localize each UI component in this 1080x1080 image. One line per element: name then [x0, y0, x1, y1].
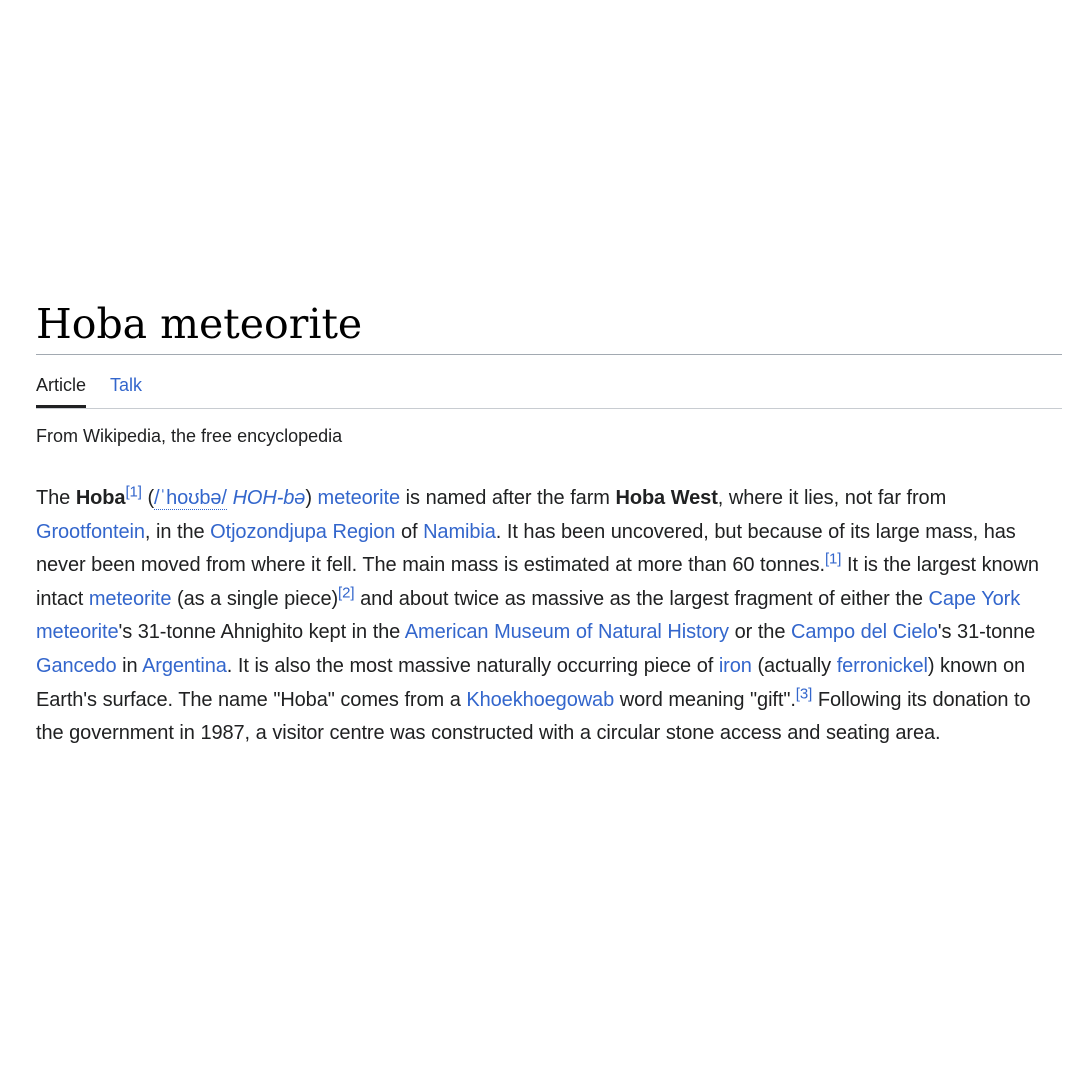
text-run: of	[395, 520, 424, 543]
link-campo-del-cielo[interactable]: Campo del Cielo	[791, 621, 938, 644]
link-ferronickel[interactable]: ferronickel	[836, 654, 928, 677]
link-grootfontein[interactable]: Grootfontein	[36, 520, 145, 543]
reference-3	[796, 685, 812, 702]
bold-hoba: Hoba	[75, 487, 126, 509]
reference-link-1b[interactable]: [1]	[824, 550, 842, 568]
link-argentina[interactable]: Argentina	[142, 654, 227, 677]
link-otjozondjupa-region[interactable]: Otjozondjupa Region	[210, 520, 396, 543]
text-run: )	[305, 487, 318, 509]
namespace-tabs	[36, 355, 1062, 409]
text-run: . It is also the most massive naturally occurring piece of	[226, 654, 719, 677]
reference-1b	[825, 551, 841, 568]
text-run: (as a single piece)	[171, 587, 339, 610]
text-run: , where it lies, not far from	[717, 487, 947, 509]
reference-link-2[interactable]: [2]	[338, 584, 355, 602]
ipa-pronunciation-link[interactable]: /ˈhoʊbə/	[154, 487, 227, 509]
text-run: Following its donation to the government in 1987, a visitor centre was constructed with a circular stone access and seating area.	[36, 688, 1031, 745]
link-khoekhoegowab[interactable]: Khoekhoegowab	[466, 688, 615, 711]
reference-1	[125, 483, 141, 500]
reference-2	[338, 584, 354, 601]
respelling-link[interactable]: HOH-bə	[232, 487, 306, 509]
link-namibia[interactable]: Namibia	[423, 520, 496, 543]
link-iron[interactable]: iron	[718, 654, 752, 677]
reference-link-1[interactable]: [1]	[125, 483, 142, 501]
link-gancedo[interactable]: Gancedo	[36, 654, 117, 677]
link-cape-york-meteorite[interactable]: Cape York meteorite	[36, 587, 1021, 644]
text-run: or the	[728, 621, 791, 644]
link-meteorite-2[interactable]: meteorite	[88, 587, 172, 610]
text-run: in	[116, 654, 143, 677]
text-run: (	[141, 487, 155, 509]
site-tagline: From Wikipedia, the free encyclopedia	[36, 426, 343, 446]
text-run: . It has been uncovered, but because of its large mass, has never been moved from where it fell. The main mass is estimated at more than 60 tonnes.	[36, 520, 1016, 577]
reference-link-3[interactable]: [3]	[795, 684, 813, 702]
link-american-museum[interactable]: American Museum of Natural History	[404, 621, 729, 644]
text-run: It is the largest known intact	[36, 554, 1039, 610]
article-page	[36, 296, 1062, 751]
text-run: word meaning "gift".	[614, 688, 796, 711]
text-run: , in the	[144, 520, 211, 543]
text-run: 's 31-tonne	[937, 621, 1036, 644]
link-meteorite[interactable]: meteorite	[317, 487, 401, 509]
article-paragraph	[36, 482, 1062, 751]
page-title: Hoba meteorite	[36, 296, 1062, 355]
bold-hoba-west: Hoba West	[615, 487, 718, 509]
text-run: 's 31-tonne Ahnighito kept in the	[118, 621, 405, 644]
text-run: ) known on Earth's surface. The name "Hoba" comes from a	[36, 654, 1026, 711]
text-run: The	[36, 487, 76, 509]
tab-article[interactable]: Article	[36, 374, 86, 408]
text-run: (actually	[751, 654, 837, 677]
text-run: is named after the farm	[400, 487, 616, 509]
text-run: and about twice as massive as the largest fragment of either the	[354, 587, 929, 610]
tab-talk[interactable]: Talk	[110, 375, 143, 395]
